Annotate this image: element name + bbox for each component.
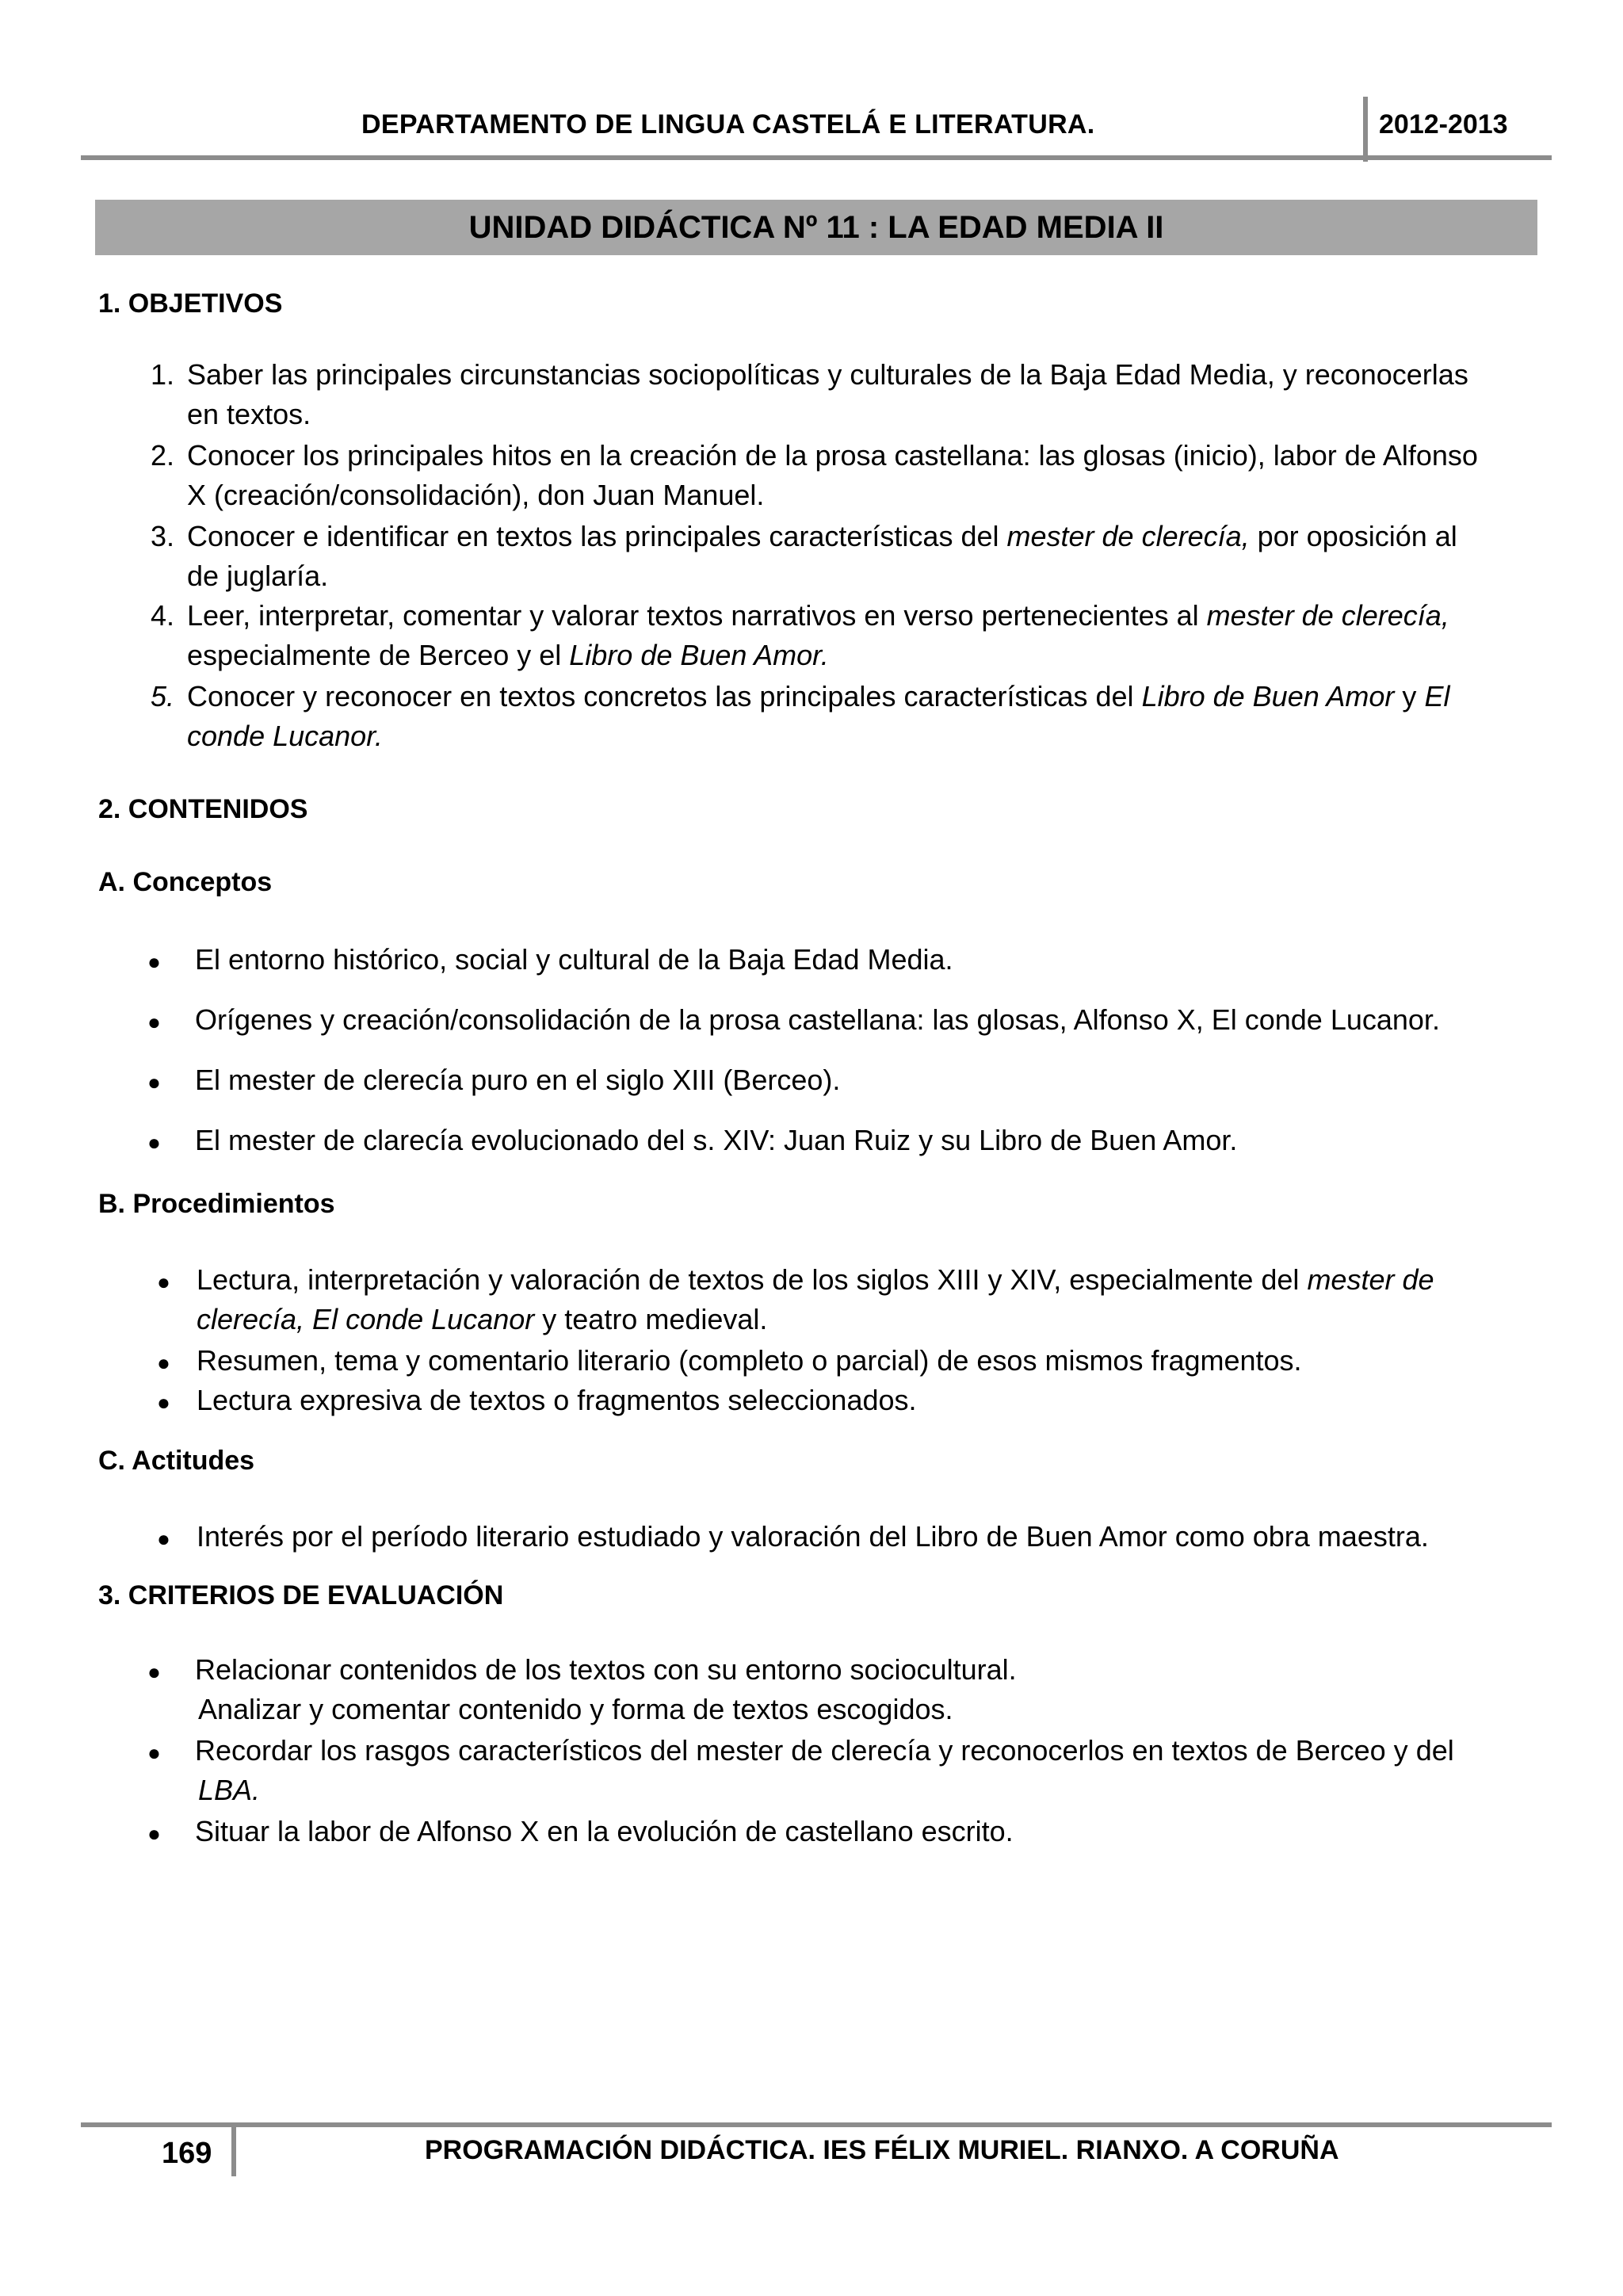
header-year: 2012-2013 <box>1379 109 1508 139</box>
criterio-2-line-2: LBA. <box>198 1774 261 1806</box>
objetivo-1-line-2: en textos. <box>187 398 311 430</box>
objetivo-2-line-1: Conocer los principales hitos en la creación de la prosa castellana: las glosas (inicio), labor de Alfonso <box>187 439 1478 472</box>
concepto-item-3: El mester de clerecía puro en el siglo XIII (Berceo). <box>195 1064 841 1096</box>
procedimiento-1-line-2: clerecía, El conde Lucanor y teatro medieval. <box>197 1303 768 1335</box>
objetivo-5-line-2: conde Lucanor. <box>187 720 383 752</box>
concepto-item-2: Orígenes y creación/consolidación de la prosa castellana: las glosas, Alfonso X, El conde Lucanor. <box>195 1003 1440 1036</box>
footer-divider <box>231 2127 236 2176</box>
bullet-icon: ● <box>157 1526 170 1551</box>
subsection-actitudes-heading: C. Actitudes <box>98 1446 255 1476</box>
section-criterios-heading: 3. CRITERIOS DE EVALUACIÓN <box>98 1580 504 1610</box>
objetivo-3-line-1: Conocer e identificar en textos las principales características del mester de clerecía, por oposición al <box>187 520 1457 552</box>
bullet-icon: ● <box>147 1130 161 1155</box>
procedimiento-2: Resumen, tema y comentario literario (completo o parcial) de esos mismos fragmentos. <box>197 1344 1302 1377</box>
section-objetivos-heading: 1. OBJETIVOS <box>98 288 283 319</box>
bullet-icon: ● <box>147 1740 161 1765</box>
footer-text: PROGRAMACIÓN DIDÁCTICA. IES FÉLIX MURIEL. RIANXO. A CORUÑA <box>425 2135 1339 2165</box>
objetivo-2-line-2: X (creación/consolidación), don Juan Manuel. <box>187 479 765 511</box>
page-number: 169 <box>162 2137 212 2170</box>
concepto-item-4: El mester de clarecía evolucionado del s. XIV: Juan Ruiz y su Libro de Buen Amor. <box>195 1124 1238 1156</box>
section-contenidos-heading: 2. CONTENIDOS <box>98 794 308 824</box>
objetivo-4-line-2: especialmente de Berceo y el Libro de Buen Amor. <box>187 639 829 671</box>
bullet-icon: ● <box>147 1010 161 1034</box>
subsection-procedimientos-heading: B. Procedimientos <box>98 1189 335 1219</box>
bullet-icon: ● <box>147 1821 161 1846</box>
bullet-icon: ● <box>157 1270 170 1294</box>
bullet-icon: ● <box>157 1350 170 1375</box>
bullet-icon: ● <box>147 1660 161 1684</box>
procedimiento-1-line-1: Lectura, interpretación y valoración de textos de los siglos XIII y XIV, especialmente del mester de <box>197 1263 1434 1296</box>
objetivo-4-line-1: Leer, interpretar, comentar y valorar textos narrativos en verso pertenecientes al mester de clerecía, <box>187 599 1449 632</box>
objetivo-5-line-1: Conocer y reconocer en textos concretos las principales características del Libro de Buen Amor y El <box>187 680 1450 712</box>
objetivo-3-line-2: de juglaría. <box>187 560 329 592</box>
bullet-icon: ● <box>157 1390 170 1415</box>
criterio-1-line-2: Analizar y comentar contenido y forma de textos escogidos. <box>198 1693 953 1725</box>
objetivo-4-number: 4. <box>150 599 174 632</box>
subsection-conceptos-heading: A. Conceptos <box>98 867 273 897</box>
objetivo-3-number: 3. <box>150 520 174 552</box>
criterio-3: Situar la labor de Alfonso X en la evolución de castellano escrito. <box>195 1815 1014 1847</box>
bullet-icon: ● <box>147 949 161 974</box>
unit-title: UNIDAD DIDÁCTICA Nº 11 : LA EDAD MEDIA II <box>95 200 1537 255</box>
criterio-1-line-1: Relacionar contenidos de los textos con su entorno sociocultural. <box>195 1653 1017 1686</box>
actitud-1: Interés por el período literario estudiado y valoración del Libro de Buen Amor como obra maestra. <box>197 1520 1429 1553</box>
objetivo-1-number: 1. <box>150 358 174 391</box>
header-department: DEPARTAMENTO DE LINGUA CASTELÁ E LITERATURA. <box>361 109 1095 139</box>
objetivo-1-line-1: Saber las principales circunstancias sociopolíticas y culturales de la Baja Edad Media, y reconocerlas <box>187 358 1468 391</box>
bullet-icon: ● <box>147 1070 161 1095</box>
concepto-item-1: El entorno histórico, social y cultural de la Baja Edad Media. <box>195 943 953 976</box>
header-rule <box>81 155 1552 160</box>
criterio-2-line-1: Recordar los rasgos característicos del mester de clerecía y reconocerlos en textos de Berceo y del <box>195 1734 1454 1767</box>
footer-rule <box>81 2122 1552 2127</box>
objetivo-5-number: 5. <box>150 680 174 712</box>
objetivo-2-number: 2. <box>150 439 174 472</box>
procedimiento-3: Lectura expresiva de textos o fragmentos seleccionados. <box>197 1384 917 1416</box>
header-divider <box>1363 97 1368 162</box>
